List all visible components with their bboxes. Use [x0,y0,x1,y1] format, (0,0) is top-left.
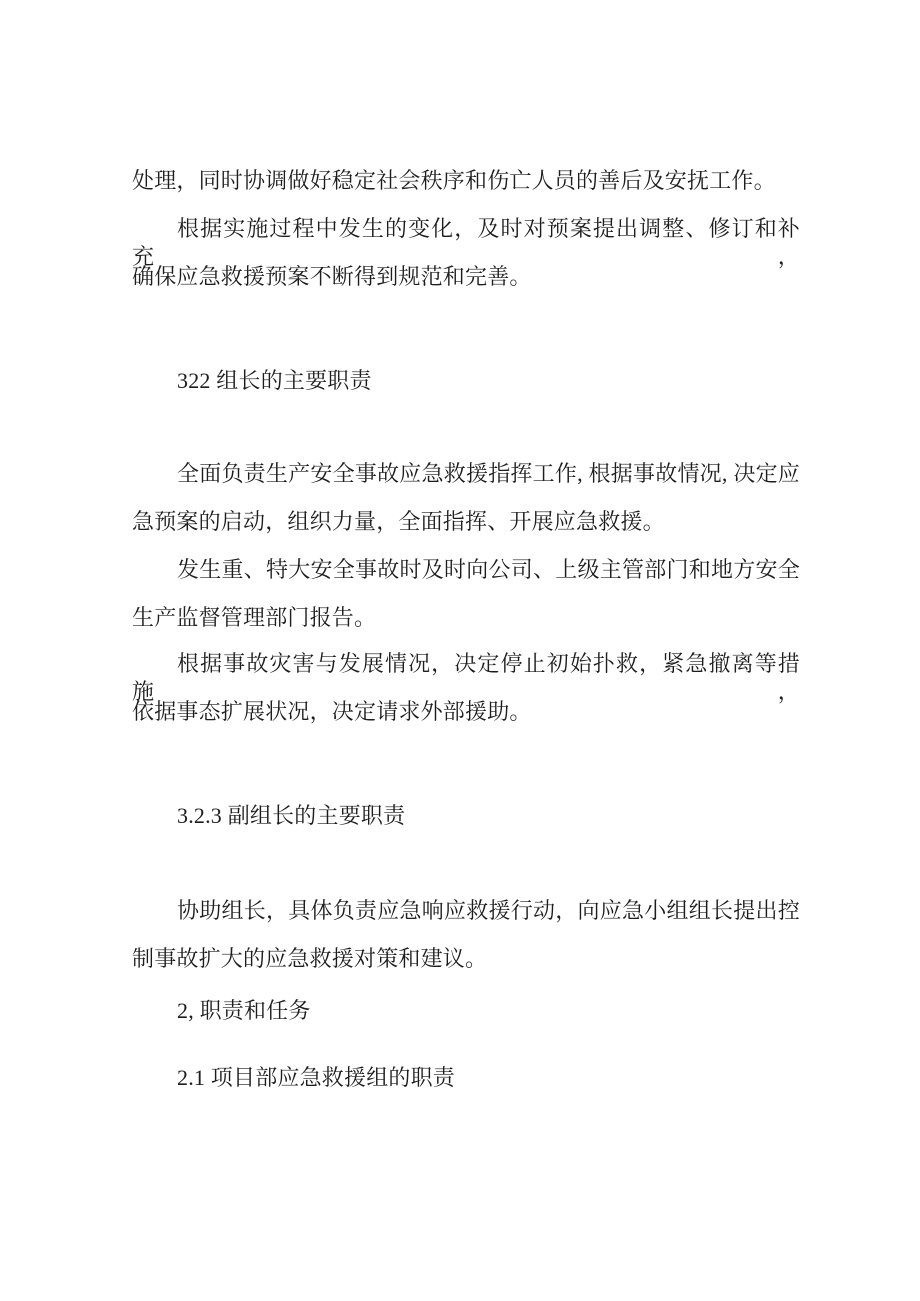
paragraph-line: 确保应急救援预案不断得到规范和完善。 [132,264,532,289]
section-heading-3-2-3: 3.2.3 副组长的主要职责 [177,803,406,828]
paragraph-line: 处理，同时协调做好稳定社会秩序和伤亡人员的善后及安抚工作。 [132,168,776,193]
paragraph-line: 全面负责生产安全事故应急救援指挥工作, 根据事故情况, 决定应 [177,461,800,486]
section-heading-2: 2, 职责和任务 [177,998,311,1023]
paragraph-line: 急预案的启动，组织力量，全面指挥、开展应急救援。 [132,509,665,534]
paragraph-line: 生产监督管理部门报告。 [132,605,377,630]
section-heading-2-1: 2.1 项目部应急救援组的职责 [177,1065,456,1090]
paragraph-line: 发生重、特大安全事故时及时向公司、上级主管部门和地方安全 [177,557,800,582]
section-heading-322: 322 组长的主要职责 [177,368,372,393]
paragraph-line: 制事故扩大的应急救援对策和建议。 [132,946,488,971]
paragraph-line: 依据事态扩展状况，决定请求外部援助。 [132,699,532,724]
paragraph-line: 根据事故灾害与发展情况，决定停止初始扑救，紧急撤离等措施， [132,651,800,704]
paragraph-line: 协助组长，具体负责应急响应救援行动，向应急小组组长提出控 [177,898,800,923]
paragraph-line: 根据实施过程中发生的变化，及时对预案提出调整、修订和补充， [132,216,800,269]
